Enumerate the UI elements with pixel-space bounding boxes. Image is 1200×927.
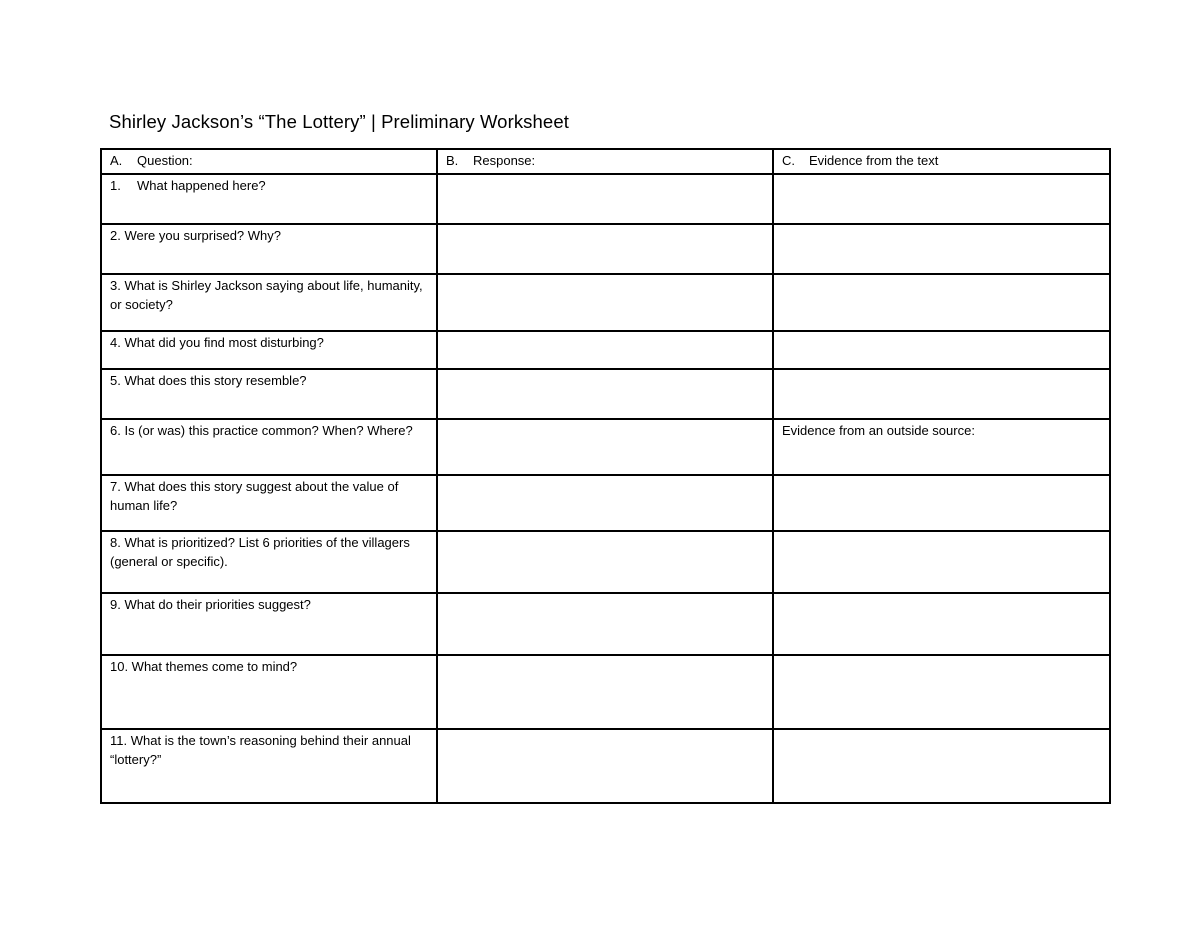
table-row [101,655,1110,729]
table-row [101,531,1110,593]
table-row [101,274,1110,331]
question-number: 1. [110,178,121,193]
question-cell: 7. What does this story suggest about the value of human life? [101,475,437,531]
table-row [101,729,1110,803]
table-row [101,419,1110,475]
question-cell: 4. What did you find most disturbing? [101,331,437,369]
evidence-cell[interactable] [773,593,1110,655]
question-cell: 6. Is (or was) this practice common? When? Where? [101,419,437,475]
question-cell: 2. Were you surprised? Why? [101,224,437,274]
header-letter: C. [782,153,795,168]
table-row [101,224,1110,274]
evidence-cell[interactable] [773,331,1110,369]
evidence-cell[interactable] [773,274,1110,331]
evidence-cell[interactable] [773,174,1110,224]
question-cell: 10. What themes come to mind? [101,655,437,729]
response-cell[interactable] [437,729,773,803]
header-row [101,149,1110,174]
evidence-cell[interactable] [773,531,1110,593]
question-cell: 11. What is the town’s reasoning behind their annual “lottery?” [101,729,437,803]
table-row [101,475,1110,531]
header-label: Question: [137,153,193,168]
response-cell[interactable] [437,655,773,729]
question-cell: 5. What does this story resemble? [101,369,437,419]
evidence-cell[interactable] [773,655,1110,729]
evidence-cell[interactable] [773,729,1110,803]
question-text: What happened here? [137,178,266,193]
header-label: Response: [473,153,536,168]
header-evidence [773,149,1110,174]
header-label: Evidence from the text [809,153,939,168]
response-cell[interactable] [437,475,773,531]
evidence-cell[interactable]: Evidence from an outside source: [773,419,1110,475]
header-letter: A. [110,153,123,168]
response-cell[interactable] [437,331,773,369]
question-cell: 9. What do their priorities suggest? [101,593,437,655]
header-response [437,149,773,174]
table-row [101,331,1110,369]
question-cell [101,174,437,224]
header-question [101,149,437,174]
question-cell: 3. What is Shirley Jackson saying about life, humanity, or society? [101,274,437,331]
table-row [101,369,1110,419]
evidence-cell[interactable] [773,369,1110,419]
response-cell[interactable] [437,593,773,655]
evidence-cell[interactable] [773,475,1110,531]
page-title: Shirley Jackson’s “The Lottery” | Preliminary Worksheet [109,111,569,132]
header-letter: B. [446,153,459,168]
worksheet-table [100,148,1111,804]
response-cell[interactable] [437,369,773,419]
table-row [101,593,1110,655]
response-cell[interactable] [437,174,773,224]
question-cell: 8. What is prioritized? List 6 priorities of the villagers (general or specific). [101,531,437,593]
response-cell[interactable] [437,274,773,331]
response-cell[interactable] [437,419,773,475]
evidence-cell[interactable] [773,224,1110,274]
response-cell[interactable] [437,224,773,274]
response-cell[interactable] [437,531,773,593]
table-row [101,174,1110,224]
